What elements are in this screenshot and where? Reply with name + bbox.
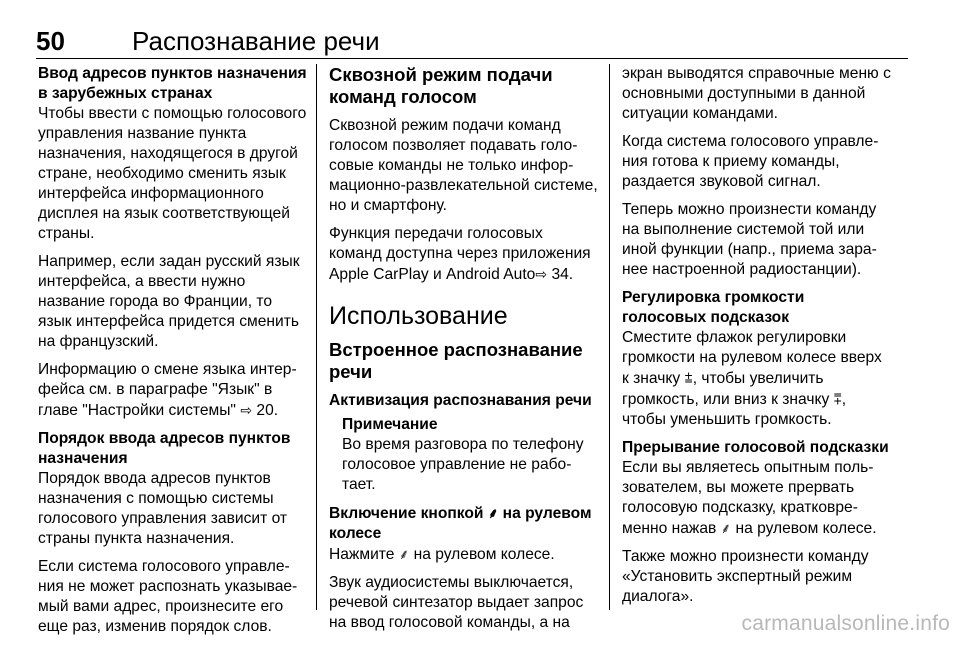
heading-text: Включение кнопкой: [329, 505, 488, 522]
voice-command-button-icon: ⸙: [720, 520, 732, 536]
paragraph: [622, 328, 892, 430]
page-reference-arrow-icon: ⇨: [240, 402, 253, 418]
column-divider: [609, 64, 610, 610]
paragraph-text: на рулевом колесе.: [409, 546, 555, 563]
paragraph: Теперь можно произнести команду на выполнение системой той или иной функции (напр., приема заранее настроенной радиостанции).: [622, 201, 877, 278]
voice-command-button-icon: ⸙: [487, 505, 499, 521]
heading-activation: Активизация распознавания речи: [329, 392, 592, 409]
note-text: Во время разговора по телефону голосовое управление не работает.: [342, 436, 584, 493]
watermark: carmanualsonline.info: [741, 612, 950, 635]
paragraph-text: Функция передачи голосовых команд доступна через приложения Apple CarPlay и Android Auto: [329, 225, 591, 283]
paragraph: Чтобы ввести с помощью голосового управления название пункта назначения, находящегося в другой стране, необходимо сменить язык интерфейса информационного дисплея на язык соответствующей страны.: [38, 105, 307, 242]
paragraph-text: , чтобы уменьшить громкость.: [622, 391, 847, 428]
volume-up-icon: ⩲: [684, 370, 693, 386]
column-divider: [316, 64, 317, 610]
column-left: [38, 64, 308, 645]
page-reference-arrow-icon: ⇨: [535, 266, 548, 282]
paragraph-text: на рулевом колесе.: [731, 520, 877, 537]
paragraph: Когда система голосового управления готова к приему команды, раздается звуковой сигнал.: [622, 133, 879, 190]
paragraph: Если система голосового управления не может распознать указываемый вами адрес, произнесите его еще раз, изменив порядок слов.: [38, 558, 298, 635]
note-title: Примечание: [342, 416, 438, 433]
heading-volume: Регулировка громкости голосовых подсказок: [622, 289, 805, 326]
section-title: Использование: [329, 302, 508, 330]
heading-text: на рулевом колесе: [329, 505, 592, 542]
heading-foreign-addresses: Ввод адресов пунктов назначения в зарубежных странах: [38, 65, 307, 102]
page-reference[interactable]: 20.: [256, 402, 279, 419]
paragraph: [622, 458, 892, 539]
page-number: 50: [36, 26, 65, 56]
paragraph: Также можно произнести команду «Установить экспертный режим диалога».: [622, 548, 869, 605]
paragraph: экран выводятся справочные меню с основными доступными в данной ситуации командами.: [622, 65, 891, 122]
heading-address-order: Порядок ввода адресов пунктов назначения: [38, 430, 291, 467]
paragraph: [38, 360, 308, 421]
paragraph-text: Если вы являетесь опытным пользователем, вы можете прервать голосовую подсказку, кратковременно нажав: [622, 459, 874, 537]
page-title: Распознавание речи: [132, 26, 380, 56]
paragraph-text: , чтобы увеличить громкость, или вниз к значку: [622, 370, 834, 408]
volume-down-icon: ⩱: [833, 391, 842, 407]
page-header: [36, 24, 908, 59]
heading-pass-through: Сквозной режим подачи команд голосом: [329, 64, 553, 107]
paragraph: Звук аудиосистемы выключается, речевой синтезатор выдает запрос на ввод голосовой команды, а на: [329, 574, 584, 631]
paragraph: Например, если задан русский язык интерфейса, а ввести нужно название города во Франции, то язык интерфейса придется сменить на французский.: [38, 253, 300, 350]
heading-button-activation: [329, 503, 599, 544]
subsection-title: Встроенное распознавание речи: [329, 339, 583, 382]
paragraph: Порядок ввода адресов пунктов назначения с помощью системы голосового управления зависит от страны пункта назначения.: [38, 470, 288, 547]
paragraph: [329, 544, 599, 565]
paragraph: [329, 224, 599, 285]
note-block: [329, 415, 599, 495]
page-reference[interactable]: 34.: [551, 266, 574, 283]
paragraph: Сквозной режим подачи команд голосом позволяет подавать голосовые команды не только информационно-развлекательной системе, но и смартфону.: [329, 117, 598, 214]
column-middle: [329, 64, 599, 641]
heading-interrupt: Прерывание голосовой подсказки: [622, 439, 889, 456]
voice-command-button-icon: ⸙: [398, 546, 410, 562]
paragraph-text: Сместите флажок регулировки громкости на рулевом колесе вверх к значку: [622, 329, 882, 387]
paragraph-text: Информацию о смене языка интерфейса см. в параграфе "Язык" в главе "Настройки системы": [38, 361, 297, 419]
column-right: [622, 64, 892, 615]
paragraph-text: Нажмите: [329, 546, 399, 563]
